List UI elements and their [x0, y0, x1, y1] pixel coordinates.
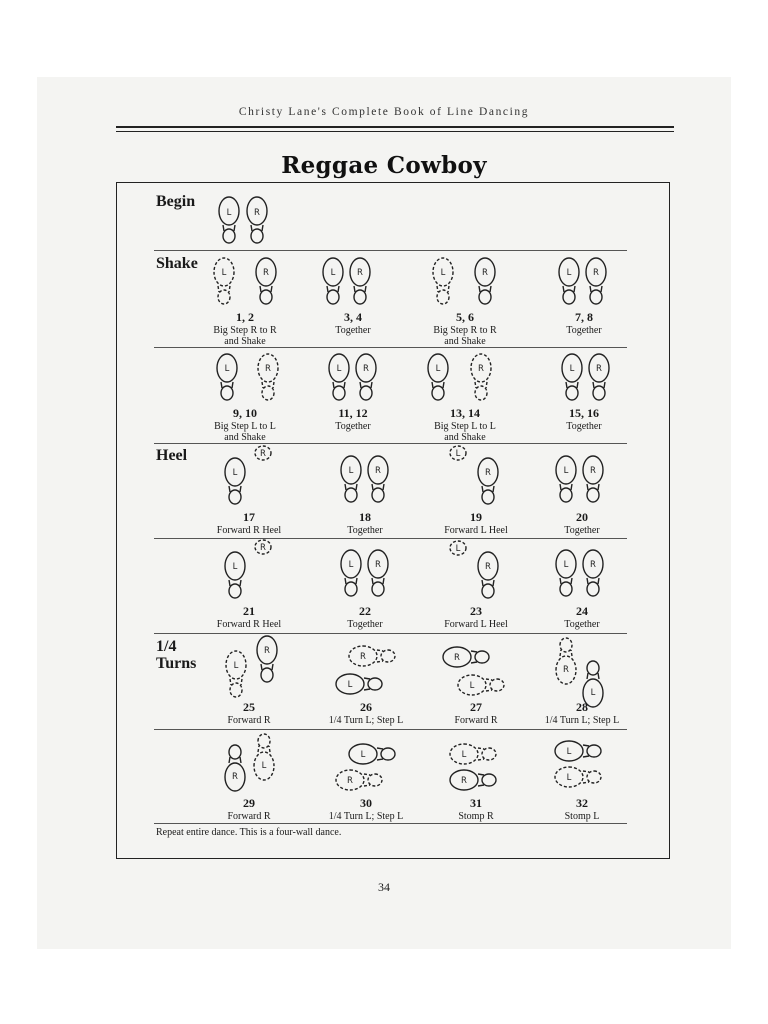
section-label-shake: Shake	[156, 255, 198, 272]
step-description: Big Step L to L and Shake	[214, 421, 276, 443]
section-label-begin: Begin	[156, 193, 196, 210]
section-label-turns: 1/4 Turns	[156, 638, 197, 672]
foot-letter-left: L	[461, 750, 467, 760]
foot-letter-right: R	[360, 652, 366, 662]
foot-letter-right: R	[375, 560, 381, 570]
foot-letter-right: R	[596, 364, 602, 374]
foot-letter-left: L	[232, 468, 238, 478]
foot-letter-right: R	[263, 268, 269, 278]
step-description: Big Step L to L and Shake	[434, 421, 496, 443]
step-number: 17	[243, 510, 255, 524]
dance-title: Reggae Cowboy	[281, 152, 487, 179]
step-description: Together	[335, 421, 371, 432]
foot-letter-left: L	[232, 562, 238, 572]
foot-letter-left: L	[348, 466, 354, 476]
foot-letter-right: R	[482, 268, 488, 278]
step-description: Together	[564, 619, 600, 630]
foot-letter-right: R	[264, 646, 270, 656]
foot-letter-right: R	[357, 268, 363, 278]
step-number: 26	[360, 700, 372, 714]
foot-letter-right: R	[478, 364, 484, 374]
step-description: Forward R Heel	[216, 525, 282, 536]
foot-letter-right: R	[563, 665, 569, 675]
foot-letter-right: R	[593, 268, 599, 278]
foot-letter-left: L	[469, 681, 475, 691]
foot-letter-left: L	[590, 688, 596, 698]
step-number: 11, 12	[338, 406, 368, 420]
foot-letter-right: R	[232, 772, 238, 782]
page-number: 34	[378, 880, 390, 894]
foot-letter-left: L	[261, 761, 267, 771]
foot-letter-left: L	[566, 773, 572, 783]
step-description: Together	[564, 525, 600, 536]
step-description: Together	[347, 525, 383, 536]
foot-letter-left: L	[233, 661, 239, 671]
foot-letter-right: R	[260, 543, 266, 553]
step-number: 3, 4	[344, 310, 362, 324]
foot-letter-left: L	[563, 560, 569, 570]
foot-letter-left: L	[566, 268, 572, 278]
step-number: 1, 2	[236, 310, 254, 324]
step-number: 9, 10	[233, 406, 257, 420]
step-description: Big Step R to R and Shake	[433, 325, 497, 347]
foot-letter-right: R	[485, 468, 491, 478]
foot-letter-left: L	[347, 680, 353, 690]
foot-letter-right: R	[254, 208, 260, 218]
step-number: 19	[470, 510, 482, 524]
step-number: 25	[243, 700, 255, 714]
step-description: Together	[566, 325, 602, 336]
step-number: 28	[576, 700, 588, 714]
footer-note: Repeat entire dance. This is a four-wall dance.	[156, 827, 342, 838]
step-description: Stomp R	[458, 811, 494, 822]
step-description: Stomp L	[564, 811, 600, 822]
foot-letter-left: L	[224, 364, 230, 374]
foot-letter-right: R	[461, 776, 467, 786]
step-number: 32	[576, 796, 588, 810]
foot-letter-left: L	[348, 560, 354, 570]
foot-letter-left: L	[221, 268, 227, 278]
foot-letter-right: R	[590, 466, 596, 476]
step-description: 1/4 Turn L; Step L	[328, 811, 404, 822]
step-description: 1/4 Turn L; Step L	[544, 715, 620, 726]
section-label-heel: Heel	[156, 447, 188, 464]
running-head: Christy Lane's Complete Book of Line Dancing	[238, 106, 530, 118]
foot-letter-left: L	[455, 544, 461, 554]
foot-letter-right: R	[363, 364, 369, 374]
step-description: 1/4 Turn L; Step L	[328, 715, 404, 726]
foot-letter-left: L	[566, 747, 572, 757]
foot-letter-right: R	[590, 560, 596, 570]
foot-letter-left: L	[226, 208, 232, 218]
step-description: Forward R	[454, 715, 498, 726]
step-number: 5, 6	[456, 310, 474, 324]
step-number: 23	[470, 604, 482, 618]
step-number: 31	[470, 796, 482, 810]
step-number: 18	[359, 510, 371, 524]
foot-letter-left: L	[360, 750, 366, 760]
step-number: 27	[470, 700, 482, 714]
foot-letter-left: L	[563, 466, 569, 476]
step-description: Forward R	[227, 811, 271, 822]
foot-letter-right: R	[347, 776, 353, 786]
foot-letter-left: L	[440, 268, 446, 278]
step-number: 20	[576, 510, 588, 524]
step-number: 7, 8	[575, 310, 593, 324]
step-description: Forward R Heel	[216, 619, 282, 630]
step-number: 22	[359, 604, 371, 618]
step-description: Forward R	[227, 715, 271, 726]
foot-letter-left: L	[330, 268, 336, 278]
step-number: 21	[243, 604, 255, 618]
step-number: 29	[243, 796, 255, 810]
foot-letter-right: R	[375, 466, 381, 476]
foot-letter-left: L	[336, 364, 342, 374]
step-description: Together	[335, 325, 371, 336]
foot-letter-left: L	[455, 449, 461, 459]
step-description: Together	[566, 421, 602, 432]
foot-letter-left: L	[569, 364, 575, 374]
step-number: 13, 14	[450, 406, 480, 420]
foot-letter-right: R	[454, 653, 460, 663]
step-number: 30	[360, 796, 372, 810]
foot-letter-right: R	[265, 364, 271, 374]
step-description: Forward L Heel	[444, 525, 508, 536]
step-number: 24	[576, 604, 588, 618]
step-description: Forward L Heel	[444, 619, 508, 630]
step-number: 15, 16	[569, 406, 599, 420]
step-description: Together	[347, 619, 383, 630]
foot-letter-right: R	[260, 449, 266, 459]
foot-letter-left: L	[435, 364, 441, 374]
step-description: Big Step R to R and Shake	[213, 325, 277, 347]
foot-letter-right: R	[485, 562, 491, 572]
